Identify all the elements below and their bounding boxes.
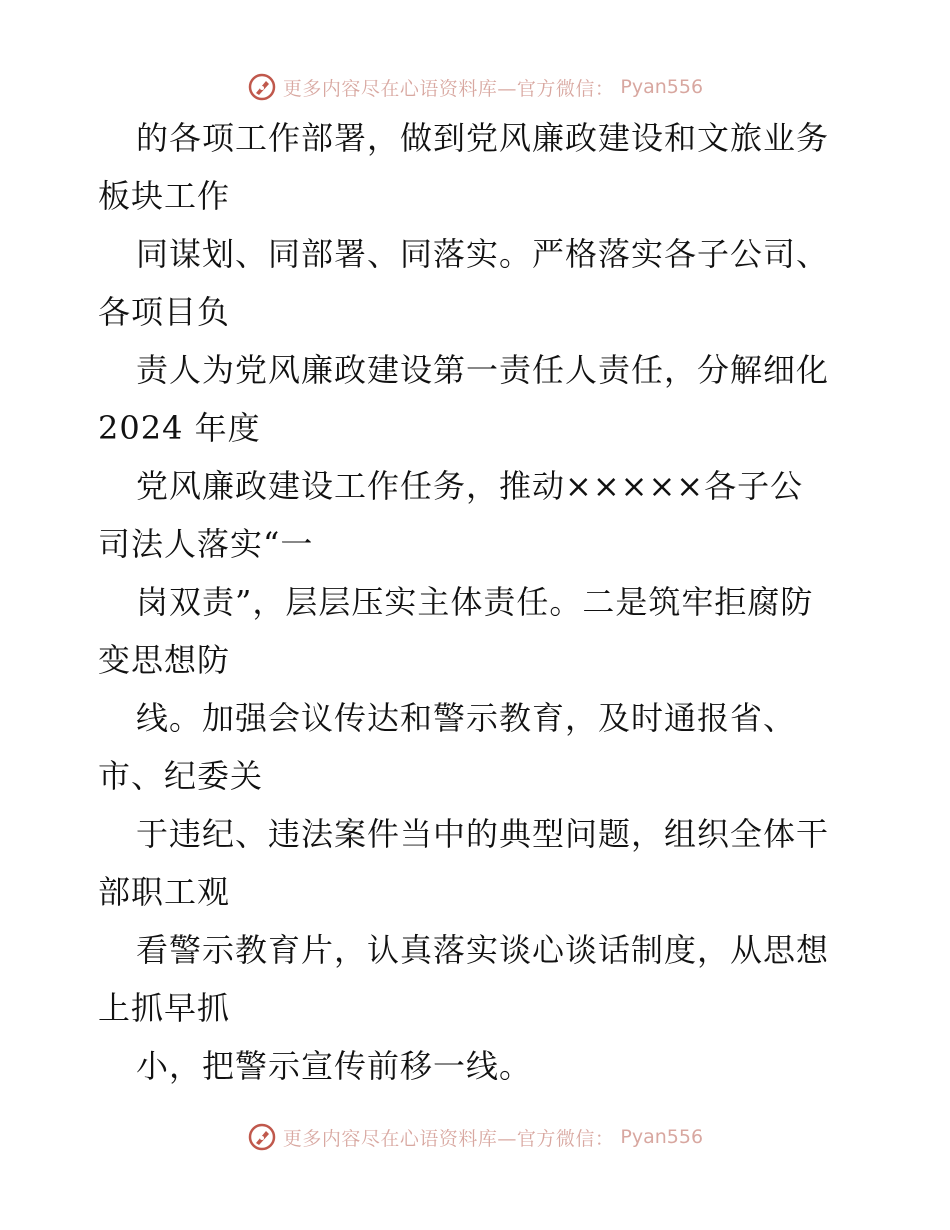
text-line: 各项目负	[98, 293, 231, 331]
text-line: 于违纪、违法案件当中的典型问题，组织全体干	[136, 815, 830, 853]
text-line: 市、纪委关	[98, 757, 264, 795]
pen-nib-seal-icon	[247, 1122, 277, 1152]
text-line: 线。加强会议传达和警示教育，及时通报省、	[136, 699, 797, 737]
text-line: 上抓早抓	[98, 989, 231, 1027]
text-line: 同谋划、同部署、同落实。严格落实各子公司、	[136, 235, 830, 273]
watermark-handle: Pyan556	[620, 1126, 704, 1148]
text-line: 的各项工作部署，做到党风廉政建设和文旅业务	[136, 119, 830, 157]
text-line: 2024 年度	[98, 409, 261, 447]
text-line: 责人为党风廉政建设第一责任人责任，分解细化	[136, 351, 830, 389]
header-watermark	[0, 72, 950, 102]
watermark-text: 更多内容尽在心语资料库—官方微信：	[282, 1127, 615, 1150]
document-body	[98, 118, 858, 1104]
text-line: 板块工作	[98, 177, 231, 215]
footer-watermark	[0, 1122, 950, 1152]
text-line: 部职工观	[98, 873, 231, 911]
watermark-handle: Pyan556	[620, 76, 704, 98]
text-line: 小，把警示宣传前移一线。	[136, 1047, 533, 1085]
text-line: 司法人落实“一	[98, 525, 314, 563]
text-line: 岗双责”，层层压实主体责任。二是筑牢拒腐防	[136, 583, 814, 621]
text-line: 看警示教育片，认真落实谈心谈话制度，从思想	[136, 931, 830, 969]
text-line: 变思想防	[98, 641, 231, 679]
text-line: 党风廉政建设工作任务，推动×××××各子公	[136, 467, 804, 505]
watermark-text: 更多内容尽在心语资料库—官方微信：	[282, 77, 615, 100]
pen-nib-seal-icon	[247, 72, 277, 102]
